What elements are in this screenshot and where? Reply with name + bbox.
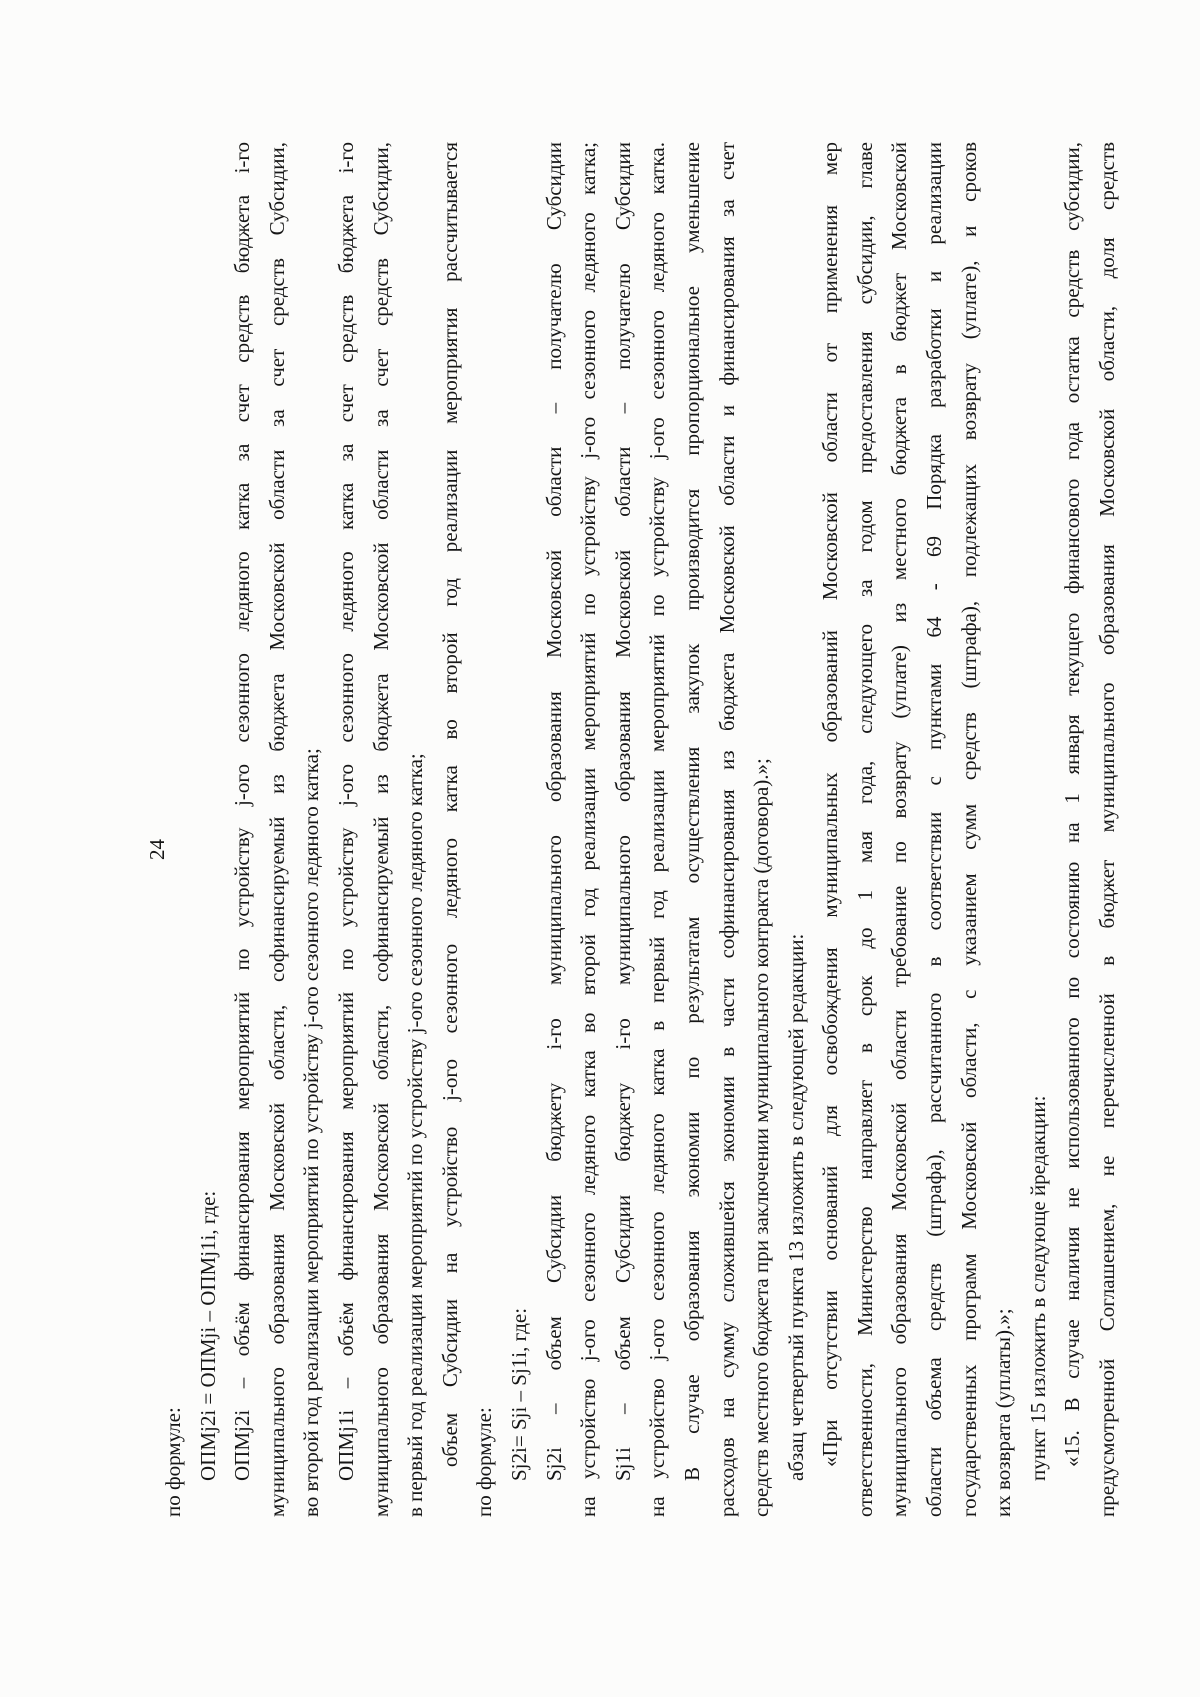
text-line: Sj2i – объем Субсидии бюджету i-го муниципального образования Московской области – получателю Субсидии [541,142,566,1481]
text-line: В случае образования экономии по результатам осуществления закупок производится пропорциональное уменьшение [679,142,704,1481]
text-line: «При отсутствии оснований для освобождения муниципальных образований Московской области от применения мер [818,142,843,1467]
text-line: Sj1i – объем Субсидии бюджету i-го муниципального образования Московской области – получателю Субсидии [610,142,635,1481]
text-line: во второй год реализации мероприятий по устройству j-ого сезонного ледяного катка; [299,748,324,1517]
text-line: ОПМj2i – объём финансирования мероприятий по устройству j-ого сезонного ледяного катка за счет средств бюджета i-го [230,142,255,1481]
text-line: муниципального образования Московской области, софинансируемый из бюджета Московской области за счет средств Субсидии, [368,142,393,1517]
text-line: Sj2i= Sji – Sj1i, где: [506,1307,531,1481]
text-line: по формуле: [472,1407,497,1517]
text-line: муниципального образования Московской области, софинансируемый из бюджета Московской области за счет средств Субсидии, [264,142,289,1517]
text-line: предусмотренной Соглашением, не перечисленной в бюджет муниципального образования Московской области, доля средств [1095,142,1120,1517]
text-line: на устройство j-ого сезонного ледяного катка во второй год реализации мероприятий по устройству j-ого сезонного ледяного катка; [576,142,601,1517]
text-line: объем Субсидии на устройство j-ого сезонного ледяного катка во второй год реализации мероприятия рассчитывается [437,142,462,1467]
text-line: пункт 15 изложить в следующе йредакции: [1025,1095,1050,1481]
text-line: абзац четвертый пункта 13 изложить в следующей редакции: [783,933,808,1481]
text-line: муниципального образования Московской области требование по возврату (уплате) из местного бюджета в бюджет Московской [887,142,912,1517]
text-line: на устройство j-ого сезонного ледяного катка в первый год реализации мероприятий по устройству j-ого сезонного ледяного катка. [645,142,670,1517]
text-line: «15. В случае наличия не использованного по состоянию на 1 января текущего финансового года остатка средств субсидии, [1060,142,1085,1467]
text-line: по формуле: [161,1407,185,1517]
text-line: ответственности, Министерство направляет в срок до 1 мая года, следующего за годом предоставления субсидии, главе [852,142,877,1517]
text-line: расходов на сумму сложившейся экономии в части софинансирования из бюджета Московской области и финансирования за счет [714,142,739,1517]
text-line: ОПМj1i – объём финансирования мероприятий по устройству j-ого сезонного ледяного катка за счет средств бюджета i-го [333,142,358,1481]
text-line: их возврата (уплаты).»; [991,1308,1016,1517]
document-page [140,142,1140,1557]
text-line: средств местного бюджета при заключении муниципального контракта (договора).»; [749,758,774,1517]
page-number: 24 [145,839,169,860]
text-line: государственных программ Московской области, с указанием сумм средств (штрафа), подлежащих возврату (уплате), и сроков [956,142,981,1517]
text-line: области объема средств (штрафа), рассчитанного в соответствии с пунктами 64 - 69 Порядка разработки и реализации [922,142,947,1517]
document-body [156,142,1125,1517]
text-line: в первый год реализации мероприятий по устройству j-ого сезонного ледяного катка; [403,753,428,1517]
text-line: ОПМj2i = ОПМji – ОПМj1i, где: [195,1190,220,1481]
